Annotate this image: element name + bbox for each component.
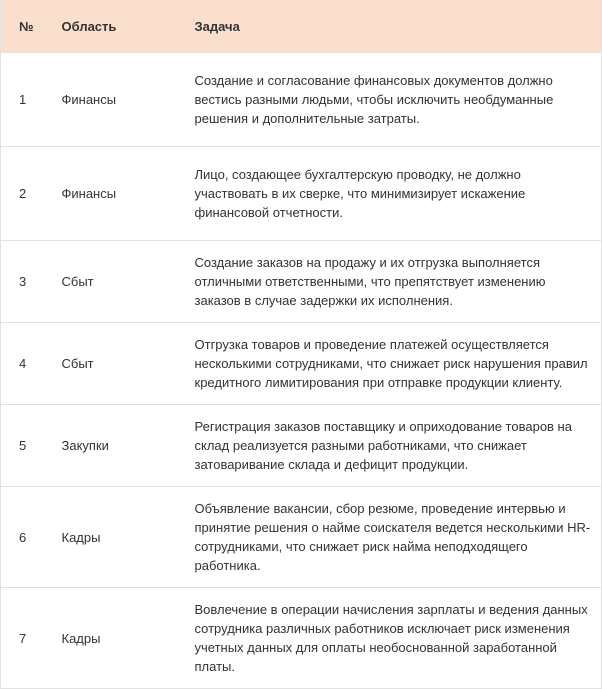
row-num: 1: [1, 53, 59, 147]
row-task: Лицо, создающее бухгалтерскую проводку, не должно участвовать в их сверке, что минимизирует искажение финансовой отчетности.: [192, 147, 602, 241]
row-task: Создание заказов на продажу и их отгрузка выполняется отличными ответственными, что препятствует изменению заказов в случае задержки их исполнения.: [192, 241, 602, 323]
row-area: Кадры: [59, 487, 192, 588]
row-area: Финансы: [59, 147, 192, 241]
table-row: [1, 53, 602, 147]
row-area: Закупки: [59, 405, 192, 487]
row-area: Кадры: [59, 588, 192, 689]
row-num: 2: [1, 147, 59, 241]
row-area: Финансы: [59, 53, 192, 147]
row-num: 6: [1, 487, 59, 588]
table-row: [1, 487, 602, 588]
header-area: Область: [59, 0, 192, 53]
table-row: [1, 147, 602, 241]
table-row: [1, 323, 602, 405]
header-task: Задача: [192, 0, 602, 53]
row-task: Создание и согласование финансовых документов должно вестись разными людьми, чтобы исключить необдуманные решения и дополнительные затраты.: [192, 53, 602, 147]
row-area: Сбыт: [59, 241, 192, 323]
row-num: 4: [1, 323, 59, 405]
row-task: Отгрузка товаров и проведение платежей осуществляется несколькими сотрудниками, что снижает риск нарушения правил кредитного лимитирования при отправке продукции клиенту.: [192, 323, 602, 405]
table-row: [1, 588, 602, 689]
header-num: №: [1, 0, 59, 53]
row-task: Регистрация заказов поставщику и оприходование товаров на склад реализуется разными работниками, что снижает затоваривание склада и дефицит продукции.: [192, 405, 602, 487]
row-task: Вовлечение в операции начисления зарплаты и ведения данных сотрудника различных работников исключает риск изменения учетных данных для оплаты необоснованной заработанной платы.: [192, 588, 602, 689]
row-num: 7: [1, 588, 59, 689]
table-header-row: [1, 0, 602, 53]
row-task: Объявление вакансии, сбор резюме, проведение интервью и принятие решения о найме соискателя ведется несколькими HR-сотрудниками, что снижает риск найма неподходящего работника.: [192, 487, 602, 588]
table-row: [1, 405, 602, 487]
row-area: Сбыт: [59, 323, 192, 405]
table-row: [1, 241, 602, 323]
row-num: 5: [1, 405, 59, 487]
row-num: 3: [1, 241, 59, 323]
